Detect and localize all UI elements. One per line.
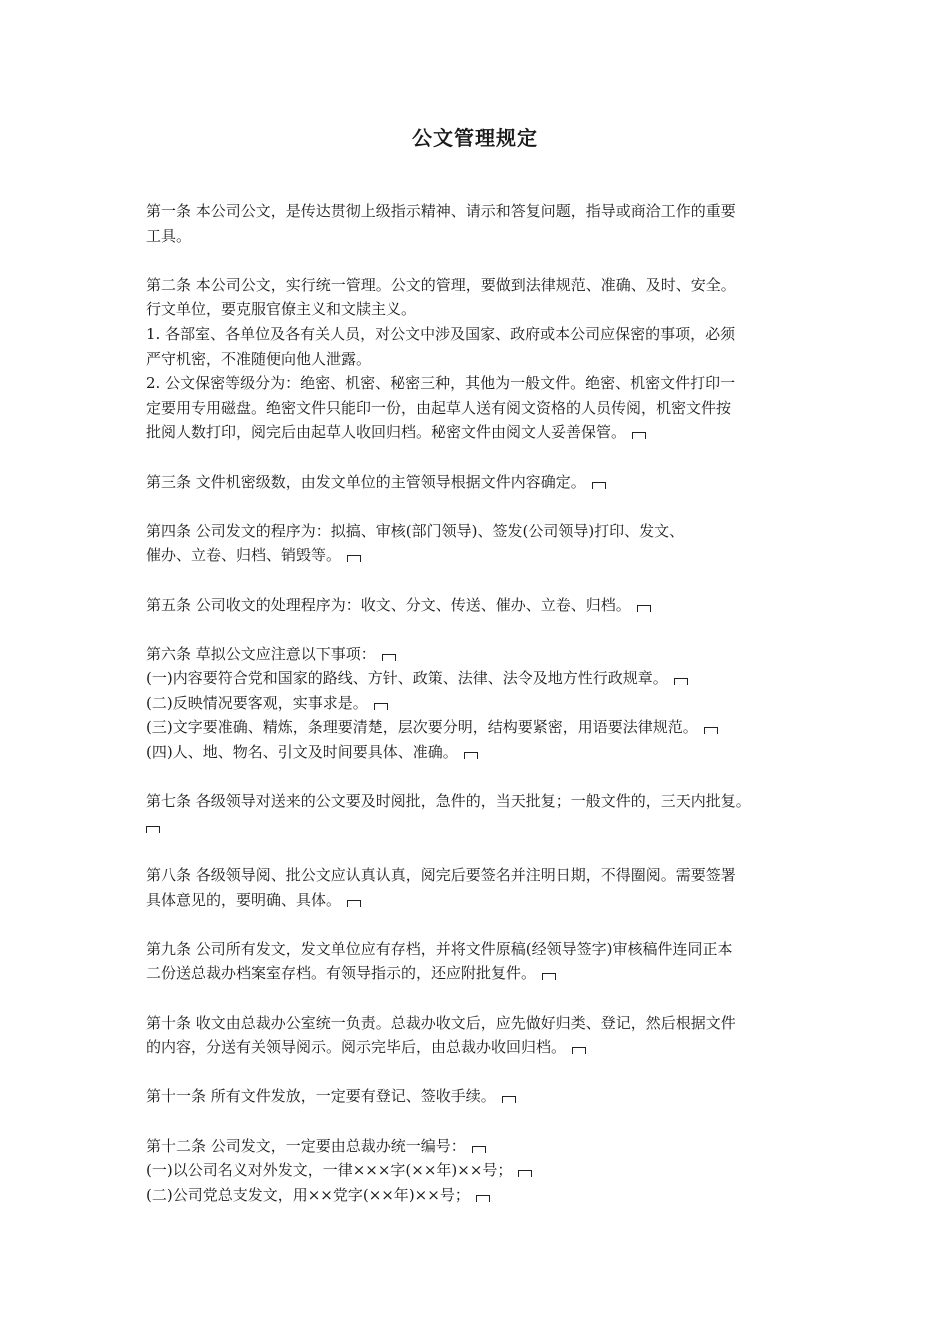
article-6-line-2-wrap	[146, 666, 816, 691]
article-12-line-3-wrap	[146, 1183, 816, 1208]
paragraph-mark-icon	[347, 555, 361, 562]
article-2-line-7-wrap	[146, 420, 816, 445]
article-12-line-1-wrap	[146, 1134, 816, 1159]
article-2	[146, 273, 816, 445]
article-4	[146, 519, 816, 568]
article-6-line-2: (一)内容要符合党和国家的路线、方针、政策、法律、法令及地方性行政规章。	[146, 669, 668, 688]
article-8-line-1: 第八条 各级领导阅、批公文应认真认真，阅完后要签名并注明日期，不得圈阅。需要签署	[146, 866, 736, 885]
article-10-line-2-wrap	[146, 1035, 816, 1060]
article-5-line-1-wrap	[146, 593, 816, 618]
article-6-line-4-wrap	[146, 715, 816, 740]
article-2-line-6: 定要用专用磁盘。绝密文件只能印一份，由起草人送有阅文资格的人员传阅，机密文件按	[146, 398, 732, 417]
article-6-line-1-wrap	[146, 642, 816, 667]
article-1	[146, 199, 816, 248]
article-4-line-2: 催办、立卷、归档、销毁等。	[146, 546, 342, 565]
article-10-line-2: 的内容，分送有关领导阅示。阅示完毕后，由总裁办收回归档。	[146, 1038, 567, 1057]
paragraph-mark-icon	[472, 1146, 486, 1153]
paragraph-mark-icon	[382, 654, 396, 661]
article-4-line-1: 第四条 公司发文的程序为：拟搞、审核(部门领导)、签发(公司领导)打印、发文、	[146, 521, 685, 540]
paragraph-mark-icon	[632, 432, 646, 439]
article-6	[146, 642, 816, 765]
article-1-line-1: 第一条 本公司公文，是传达贯彻上级指示精神、请示和答复问题，指导或商洽工作的重要	[146, 202, 736, 220]
paragraph-mark-icon	[464, 752, 478, 759]
paragraph-mark-icon	[674, 678, 688, 685]
article-3-line-1-wrap	[146, 470, 816, 495]
article-6-line-5-wrap	[146, 740, 816, 765]
article-8-line-2-wrap	[146, 888, 816, 913]
article-8	[146, 863, 816, 912]
article-9-line-2-wrap	[146, 961, 816, 986]
article-2-line-1: 第二条 本公司公文，实行统一管理。公文的管理，要做到法律规范、准确、及时、安全。	[146, 275, 736, 294]
article-12-line-3: (二)公司党总支发文，用××党字(××年)××号；	[146, 1185, 470, 1204]
article-9-line-2: 二份送总裁办档案室存档。有领导指示的，还应附批复件。	[146, 964, 537, 983]
article-2-line-3: 1. 各部室、各单位及各有关人员，对公文中涉及国家、政府或本公司应保密的事项，必须	[146, 324, 736, 343]
article-5	[146, 593, 816, 618]
article-9-line-1: 第九条 公司所有发文，发文单位应有存档，并将文件原稿(经领导签字)审核稿件连同正本	[146, 939, 733, 958]
article-5-line-1: 第五条 公司收文的处理程序为：收文、分文、传送、催办、立卷、归档。	[146, 595, 631, 614]
article-11	[146, 1084, 816, 1109]
article-7-line-2-wrap	[146, 814, 816, 839]
document-body	[146, 199, 816, 1207]
article-12-line-2-wrap	[146, 1158, 816, 1183]
paragraph-mark-icon	[502, 1096, 516, 1103]
article-6-line-3-wrap	[146, 691, 816, 716]
article-10-line-1: 第十条 收文由总裁办公室统一负责。总裁办收文后，应先做好归类、登记，然后根据文件	[146, 1013, 736, 1032]
article-11-line-1-wrap	[146, 1084, 816, 1109]
paragraph-mark-icon	[637, 605, 651, 612]
article-12	[146, 1134, 816, 1208]
article-10	[146, 1011, 816, 1060]
article-9	[146, 937, 816, 986]
paragraph-mark-icon	[146, 826, 160, 833]
document-title: 公文管理规定	[412, 126, 538, 150]
article-2-line-4: 严守机密，不准随便向他人泄露。	[146, 349, 372, 368]
paragraph-mark-icon	[542, 973, 556, 980]
article-3	[146, 470, 816, 495]
article-2-line-7: 批阅人数打印，阅完后由起草人收回归档。秘密文件由阅文人妥善保管。	[146, 423, 627, 442]
article-6-line-4: (三)文字要准确、精炼，条理要清楚，层次要分明，结构要紧密，用语要法律规范。	[146, 718, 698, 737]
article-6-line-1: 第六条 草拟公文应注意以下事项：	[146, 644, 376, 663]
article-6-line-5: (四)人、地、物名、引文及时间要具体、准确。	[146, 743, 458, 762]
paragraph-mark-icon	[704, 727, 718, 734]
article-12-line-1: 第十二条 公司发文，一定要由总裁办统一编号：	[146, 1136, 466, 1155]
article-2-line-2: 行文单位，要克服官僚主义和文牍主义。	[146, 300, 417, 319]
article-4-line-2-wrap	[146, 543, 816, 568]
paragraph-mark-icon	[592, 482, 606, 489]
article-1-line-2: 工具。	[146, 226, 192, 245]
article-12-line-2: (一)以公司名义对外发文，一律×××字(××年)××号；	[146, 1161, 513, 1180]
article-7-line-1: 第七条 各级领导对送来的公文要及时阅批，急件的，当天批复；一般文件的，三天内批复。	[146, 792, 751, 811]
article-3-line-1: 第三条 文件机密级数，由发文单位的主管领导根据文件内容确定。	[146, 472, 586, 491]
article-7	[146, 789, 816, 838]
paragraph-mark-icon	[476, 1195, 490, 1202]
paragraph-mark-icon	[518, 1170, 532, 1177]
article-6-line-3: (二)反映情况要客观，实事求是。	[146, 693, 368, 712]
article-8-line-2: 具体意见的，要明确、具体。	[146, 890, 342, 909]
article-11-line-1: 第十一条 所有文件发放，一定要有登记、签收手续。	[146, 1087, 496, 1106]
paragraph-mark-icon	[374, 703, 388, 710]
paragraph-mark-icon	[347, 900, 361, 907]
article-2-line-5: 2. 公文保密等级分为：绝密、机密、秘密三种，其他为一般文件。绝密、机密文件打印一	[146, 374, 736, 393]
paragraph-mark-icon	[572, 1047, 586, 1054]
